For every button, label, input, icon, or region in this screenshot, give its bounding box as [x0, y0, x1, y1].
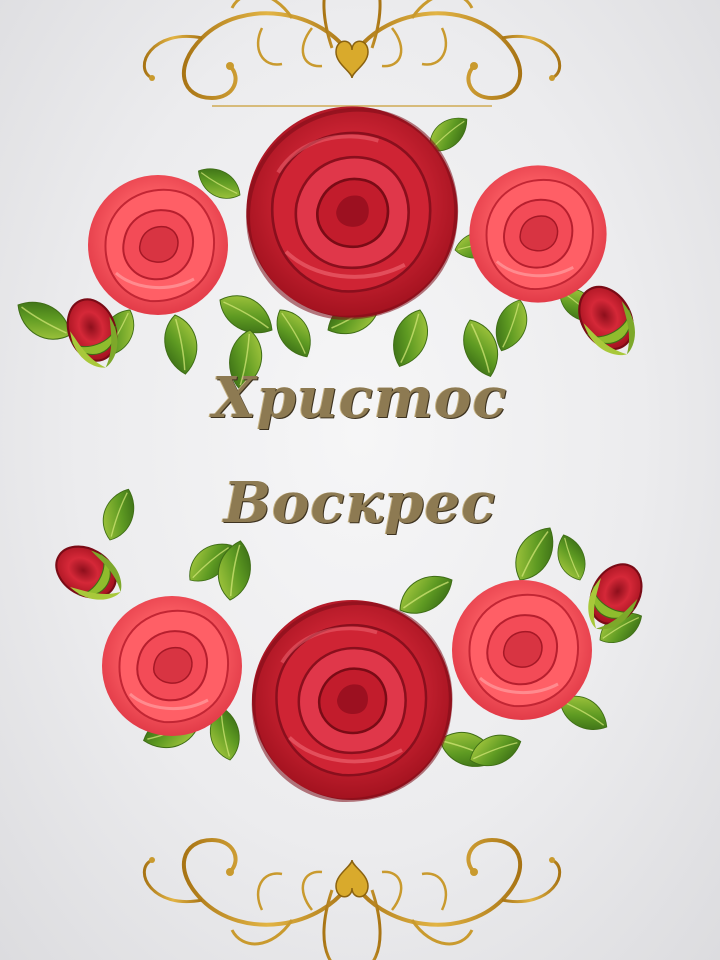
top-gold-ornament — [144, 0, 559, 106]
top-rose-garland — [10, 106, 648, 392]
bottom-gold-ornament — [144, 840, 559, 960]
inscription-line-2: Воскрес — [223, 470, 497, 536]
inscription-line-1: Христос — [212, 365, 508, 431]
